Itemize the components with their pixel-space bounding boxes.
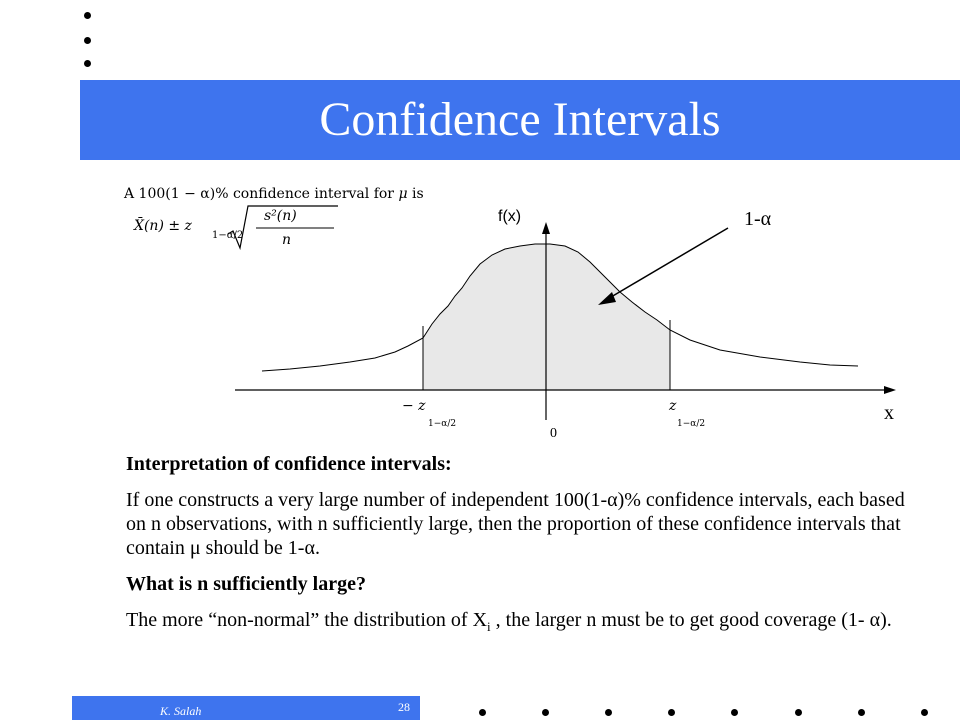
footer-bar [72, 696, 420, 720]
x-axis-label: x [884, 402, 894, 424]
coverage-subscript: i [487, 619, 491, 634]
formula-subscript: 1−α/2 [212, 230, 244, 241]
formula-is: is [412, 186, 424, 202]
formula-mu: μ [398, 186, 408, 202]
interpretation-paragraph: If one constructs a very large number of independent 100(1-α)% confidence intervals, each based on n observations, with n sufficiently large, then the proportion of these confidence intervals that contain μ should be 1-α. [126, 489, 905, 559]
area-label: 1-α [744, 208, 772, 230]
area-pointer-arrow [606, 228, 728, 300]
interpretation-heading: Interpretation of confidence intervals: [126, 453, 452, 475]
footer-author: K. Salah [160, 704, 202, 718]
bullet-dot [668, 709, 675, 716]
y-axis-arrow-icon [542, 222, 550, 234]
x-axis-arrow-icon [884, 386, 896, 394]
coverage-text-start: The more “non-normal” the distribution of X [126, 609, 488, 631]
origin-label: 0 [550, 426, 557, 441]
body-text [126, 452, 926, 651]
sufficiency-heading: What is n sufficiently large? [126, 573, 366, 595]
bullet-dot [795, 709, 802, 716]
slide-title: Confidence Intervals [319, 93, 721, 146]
bullet-dot [542, 709, 549, 716]
left-critical-label: − z [402, 398, 426, 414]
formula-denominator: n [282, 232, 292, 248]
formula-intro: A 100(1 − α)% confidence interval for [124, 186, 394, 202]
bullet-dot [605, 709, 612, 716]
right-critical-label: z [669, 398, 677, 414]
y-axis-label: f(x) [498, 208, 522, 225]
coverage-paragraph [126, 608, 926, 639]
coverage-text-end: , the larger n must be to get good coverage (1- α). [490, 609, 892, 631]
bullet-dot [731, 709, 738, 716]
bullet-dot [921, 709, 928, 716]
bullet-dot [479, 709, 486, 716]
formula-xbar: X̄(n) ± z [134, 218, 192, 234]
right-critical-subscript: 1−α/2 [677, 419, 706, 429]
left-critical-subscript: 1−α/2 [428, 419, 457, 429]
page-number: 28 [398, 700, 410, 714]
bullet-dot [858, 709, 865, 716]
formula-numerator: s²(n) [264, 208, 297, 224]
